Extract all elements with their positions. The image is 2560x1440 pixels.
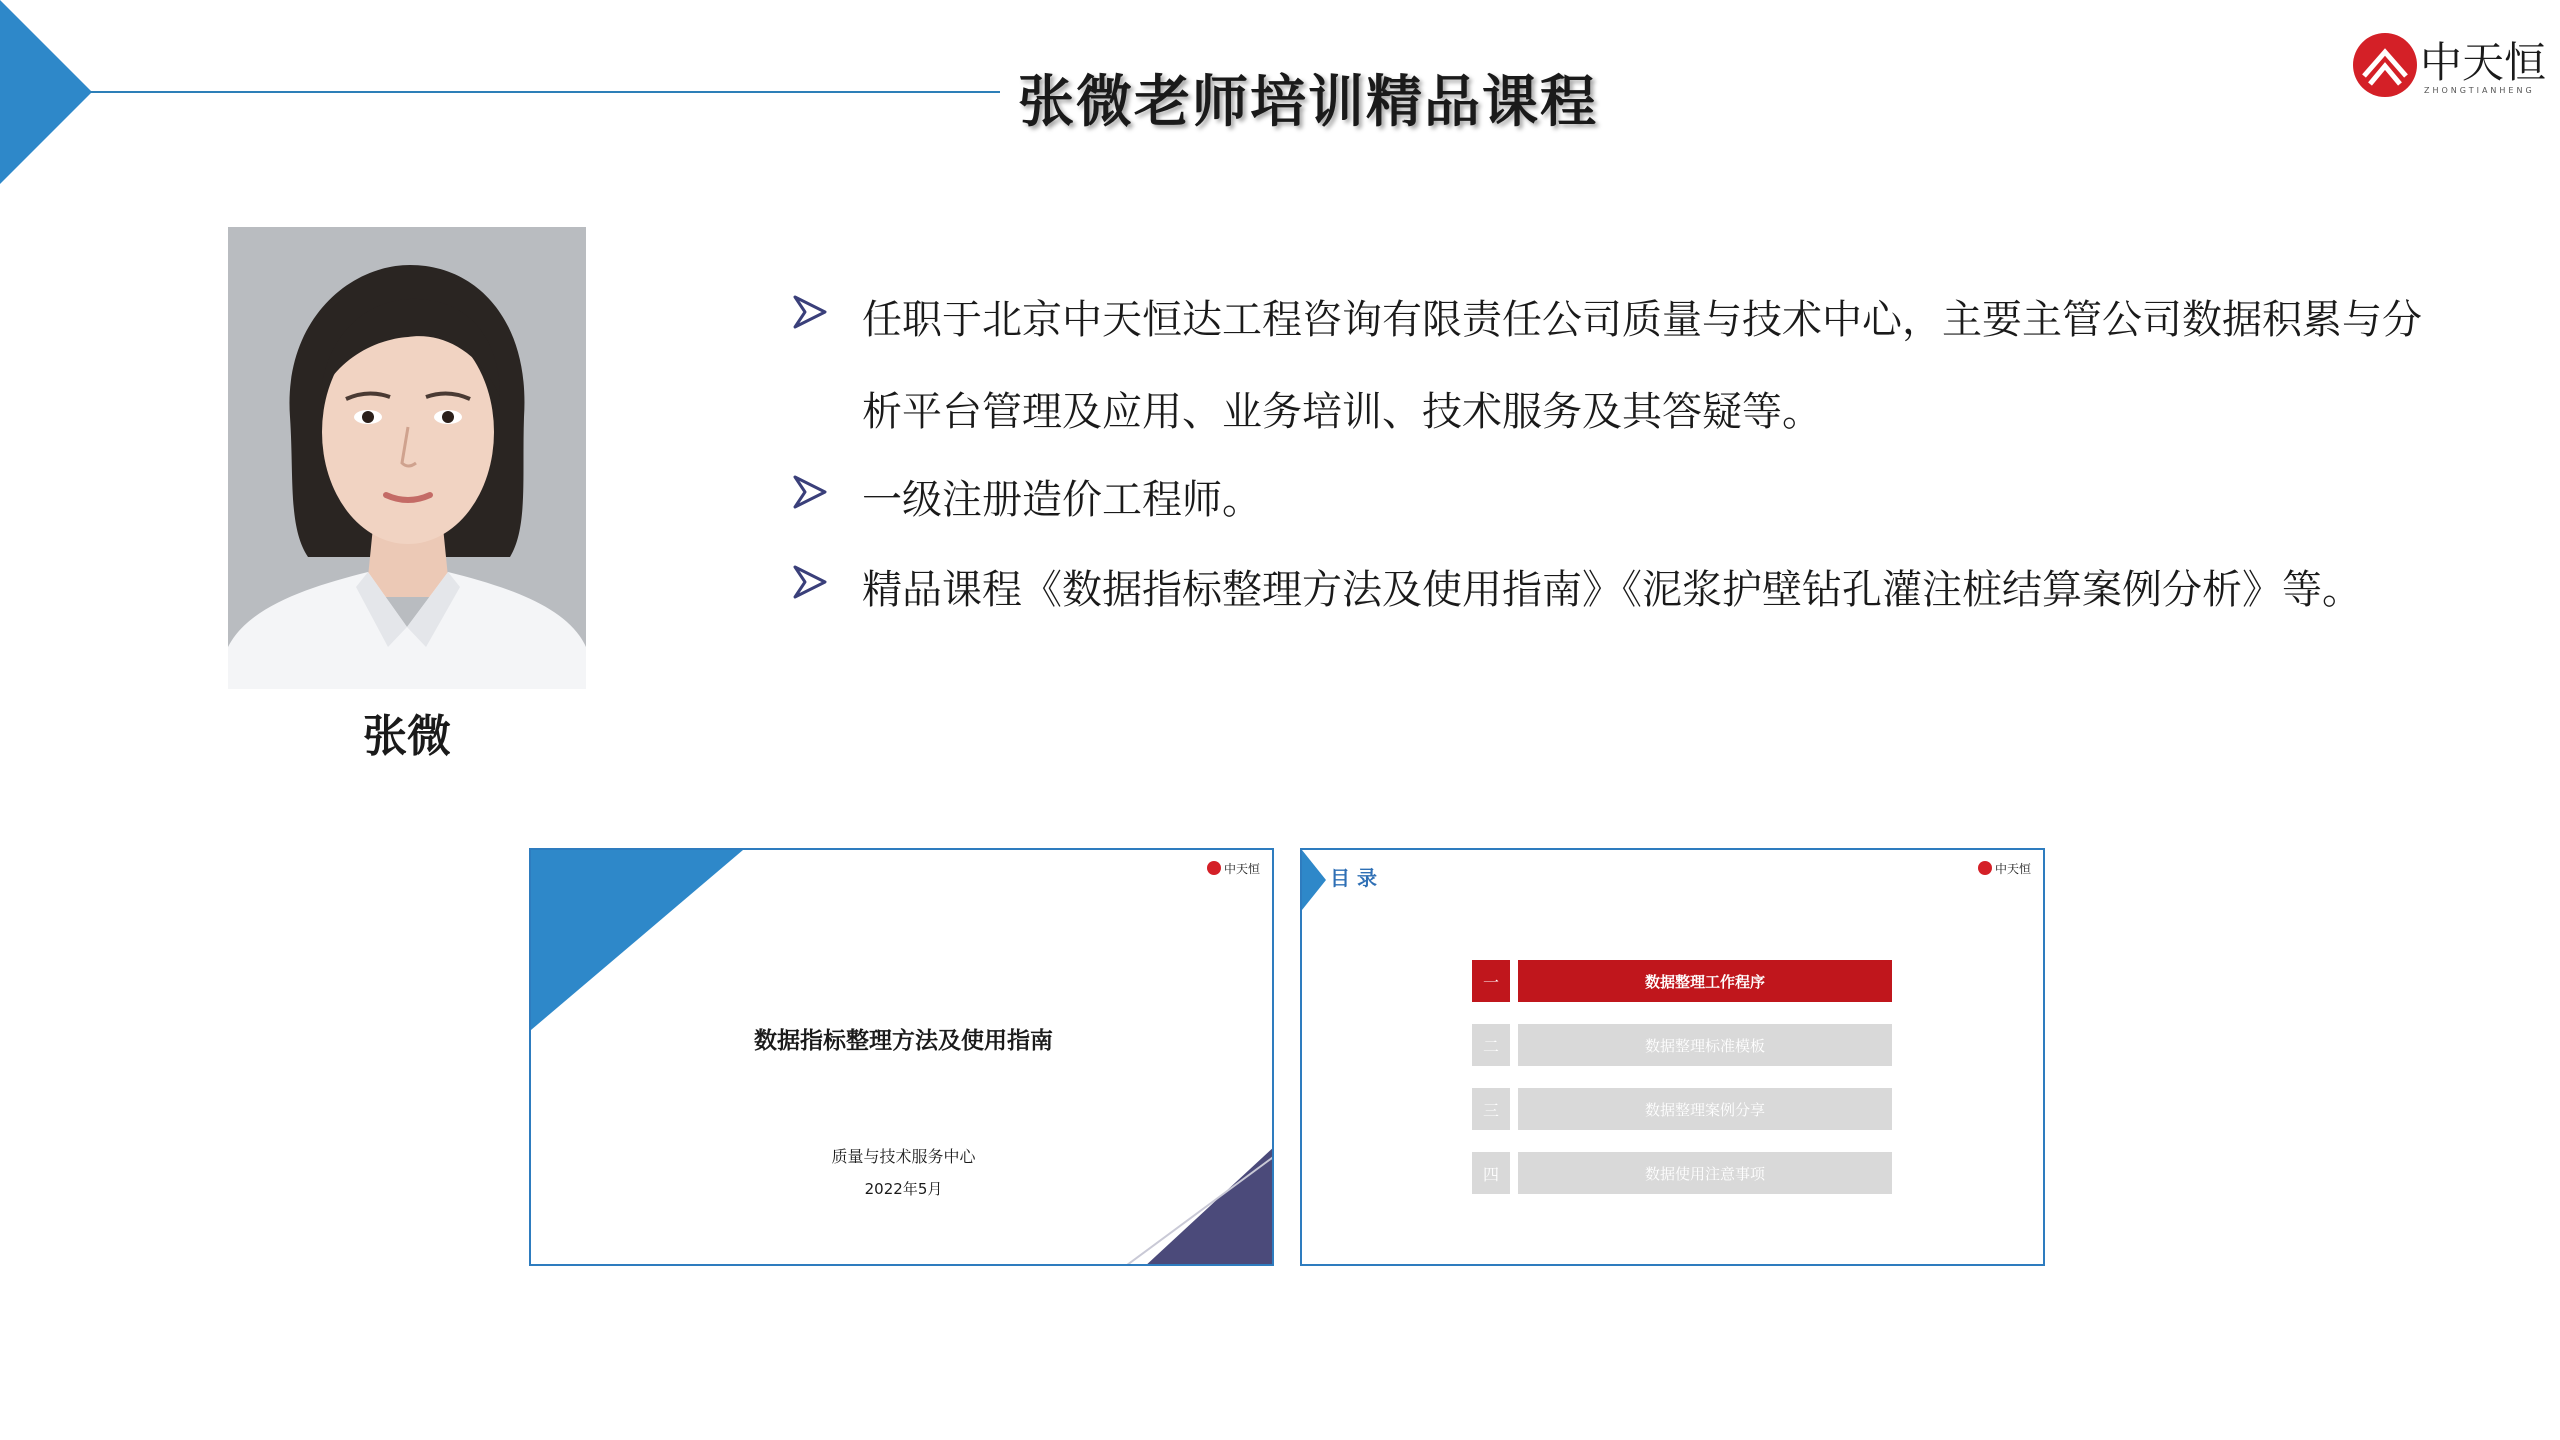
bullet-2: 一级注册造价工程师。 bbox=[862, 477, 1262, 523]
slide1-mini-logo bbox=[1207, 860, 1260, 877]
bullet-1-line-1: 任职于北京中天恒达工程咨询有限责任公司质量与技术中心，主要主管公司数据积累与分 bbox=[862, 297, 2422, 343]
toc-item-label: 数据整理案例分享 bbox=[1518, 1088, 1892, 1130]
toc-item-number: 一 bbox=[1472, 960, 1510, 1002]
toc-item-label: 数据整理标准模板 bbox=[1518, 1024, 1892, 1066]
company-logo bbox=[2352, 30, 2547, 100]
bullet-1-line-2: 析平台管理及应用、业务培训、技术服务及其答疑等。 bbox=[862, 389, 1822, 435]
slide2-mini-logo bbox=[1978, 860, 2031, 877]
toc-item-label: 数据使用注意事项 bbox=[1518, 1152, 1892, 1194]
toc-item-number: 三 bbox=[1472, 1088, 1510, 1130]
slide1-date: 2022年5月 bbox=[864, 1180, 943, 1198]
slide1-title: 数据指标整理方法及使用指南 bbox=[754, 1028, 1053, 1054]
toc-heading: 目 录 bbox=[1330, 866, 1377, 890]
slide-thumbnail-toc bbox=[1300, 848, 2045, 1266]
toc-item-number: 四 bbox=[1472, 1152, 1510, 1194]
profile-photo bbox=[228, 227, 586, 689]
logo-mark-icon bbox=[1978, 861, 1992, 875]
bullet-arrow-icon bbox=[792, 474, 828, 510]
toc-item-number: 二 bbox=[1472, 1024, 1510, 1066]
slide2-logo-text: 中天恒 bbox=[1994, 862, 2031, 876]
portrait-illustration bbox=[228, 227, 586, 689]
page-title: 张微老师培训精品课程 bbox=[1018, 70, 1598, 135]
slide-thumbnail-cover bbox=[529, 848, 1274, 1266]
toc-item-label: 数据整理工作程序 bbox=[1518, 960, 1892, 1002]
corner-triangle-decoration bbox=[0, 0, 92, 184]
slide1-logo-text: 中天恒 bbox=[1223, 862, 1260, 876]
bullet-arrow-icon bbox=[792, 564, 828, 600]
slide1-dept: 质量与技术服务中心 bbox=[831, 1147, 976, 1166]
logo-mark-icon bbox=[2352, 32, 2418, 98]
person-name: 张微 bbox=[363, 711, 451, 762]
logo-mark-icon bbox=[1207, 861, 1221, 875]
cover-slide-decoration bbox=[531, 850, 1274, 1266]
bullet-3: 精品课程《数据指标整理方法及使用指南》《泥浆护壁钻孔灌注桩结算案例分析》等。 bbox=[862, 567, 2362, 613]
logo-text-cn: 中天恒 bbox=[2420, 38, 2547, 87]
logo-text-en: ZHONGTIANHENG bbox=[2424, 86, 2535, 95]
header-divider-line bbox=[90, 91, 1000, 93]
toc-corner-triangle bbox=[1302, 850, 1332, 910]
bullet-arrow-icon bbox=[792, 294, 828, 330]
